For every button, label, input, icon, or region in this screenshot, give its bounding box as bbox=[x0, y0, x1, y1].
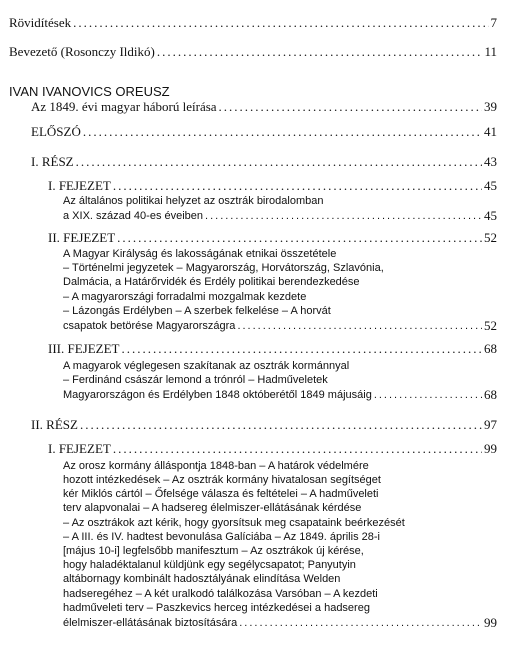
toc-entry-book-title[interactable] bbox=[31, 100, 497, 113]
toc-entry-label: II. RÉSZ bbox=[31, 417, 78, 432]
toc-page-number: 52 bbox=[484, 318, 497, 333]
toc-page-number: 43 bbox=[484, 154, 497, 169]
dot-leader bbox=[83, 125, 482, 138]
toc-entry-label: I. FEJEZET bbox=[48, 178, 111, 193]
dot-leader bbox=[80, 418, 482, 431]
toc-page-number: 97 bbox=[484, 417, 497, 432]
toc-entry-label: csapatok betörése Magyarországra bbox=[63, 320, 236, 332]
dot-leader bbox=[205, 211, 482, 222]
toc-entry-label: Magyarországon és Erdélyben 1848 októberétől 1849 májusáig bbox=[63, 389, 372, 401]
chapter-summary-line: terv alapvonalai – A hadsereg élelmiszer-ellátásának kérdése bbox=[63, 502, 362, 514]
toc-page-number: 68 bbox=[484, 387, 497, 402]
toc-entry-part1-chapter-2[interactable] bbox=[48, 231, 497, 244]
chapter-summary-line: hozott intézkedések – Az osztrák kormány hivatalosan segítséget bbox=[63, 474, 381, 486]
chapter-summary-line: Az általános politikai helyzet az osztrák birodalomban bbox=[63, 195, 324, 207]
dot-leader bbox=[76, 155, 482, 168]
toc-entry-label: I. FEJEZET bbox=[48, 441, 111, 456]
toc-entry-label: ELŐSZÓ bbox=[31, 124, 81, 139]
toc-entry-label: Az 1849. évi magyar háború leírása bbox=[31, 99, 217, 114]
chapter-summary-last-line[interactable] bbox=[63, 319, 497, 332]
toc-page-number: 7 bbox=[490, 15, 497, 30]
dot-leader bbox=[239, 618, 482, 629]
toc-entry-label: II. FEJEZET bbox=[48, 230, 116, 245]
toc-entry-bevezeto[interactable] bbox=[9, 45, 497, 58]
chapter-summary-line: – A III. és IV. hadtest bevonulása Galíciába – Az 1849. április 28-i bbox=[63, 531, 380, 543]
chapter-summary-line: – Ferdinánd császár lemond a trónról – Hadműveletek bbox=[63, 374, 328, 386]
chapter-summary-line: hogy haladéktalanul küldjünk egy segélycsapatot; Panyutyin bbox=[63, 559, 356, 571]
dot-leader bbox=[113, 179, 482, 192]
chapter-summary-line: Az orosz kormány álláspontja 1848-ban – A határok védelmére bbox=[63, 460, 369, 472]
chapter-summary-line: [május 10-i] legfelsőbb manifesztum – Az osztrákok új kérése, bbox=[63, 545, 364, 557]
toc-entry-part2-chapter-1[interactable] bbox=[48, 442, 497, 455]
toc-page-number: 99 bbox=[484, 441, 497, 456]
chapter-summary-line: A Magyar Királyság és lakosságának etnikai összetétele bbox=[63, 248, 337, 260]
chapter-summary-line: – Lázongás Erdélyben – A szerbek felkelése – A horvát bbox=[63, 305, 331, 317]
toc-entry-part-1[interactable] bbox=[31, 155, 497, 168]
chapter-summary-line: – Történelmi jegyzetek – Magyarország, Horvátország, Szlavónia, bbox=[63, 262, 384, 274]
toc-entry-rovidites[interactable] bbox=[9, 16, 497, 29]
toc-entry-eloszo[interactable] bbox=[31, 125, 497, 138]
toc-entry-part1-chapter-1[interactable] bbox=[48, 179, 497, 192]
toc-entry-part1-chapter-3[interactable] bbox=[48, 342, 497, 355]
dot-leader bbox=[237, 321, 482, 332]
chapter-summary-last-line[interactable] bbox=[63, 616, 497, 629]
dot-leader bbox=[219, 100, 482, 113]
toc-entry-label: III. FEJEZET bbox=[48, 341, 120, 356]
toc-page-number: 41 bbox=[484, 124, 497, 139]
toc-page-number: 68 bbox=[484, 341, 497, 356]
toc-entry-label: élelmiszer-ellátásának biztosítására bbox=[63, 617, 238, 629]
author-name: IVAN IVANOVICS OREUSZ bbox=[9, 84, 170, 99]
dot-leader bbox=[117, 231, 482, 244]
toc-page-number: 99 bbox=[484, 615, 497, 630]
toc-page-number: 39 bbox=[484, 99, 497, 114]
chapter-summary-line: A magyarok véglegesen szakítanak az osztrák kormánnyal bbox=[63, 360, 350, 372]
toc-page-number: 11 bbox=[484, 44, 497, 59]
chapter-summary-line: – A magyarországi forradalmi mozgalmak kezdete bbox=[63, 291, 307, 303]
toc-page-number: 45 bbox=[484, 178, 497, 193]
toc-entry-part-2[interactable] bbox=[31, 418, 497, 431]
chapter-summary-line: – Az osztrákok azt kérik, hogy gyorsítsuk meg csapataink beérkezését bbox=[63, 517, 405, 529]
dot-leader bbox=[374, 390, 482, 401]
chapter-summary-last-line[interactable] bbox=[63, 388, 497, 401]
chapter-summary-last-line[interactable] bbox=[63, 209, 497, 222]
dot-leader bbox=[157, 45, 483, 58]
toc-page-number: 52 bbox=[484, 230, 497, 245]
toc-entry-label: Bevezető (Rosonczy Ildikó) bbox=[9, 44, 155, 59]
dot-leader bbox=[73, 16, 488, 29]
toc-entry-label: I. RÉSZ bbox=[31, 154, 74, 169]
chapter-summary-line: altábornagy kombinált hadosztályának elindítása Welden bbox=[63, 573, 341, 585]
chapter-summary-line: hadseregéhez – A két uralkodó találkozása Varsóban – A kezdeti bbox=[63, 588, 378, 600]
toc-entry-label: Rövidítések bbox=[9, 15, 72, 30]
chapter-summary-line: Dalmácia, a Határőrvidék és Erdély politikai berendezkedése bbox=[63, 276, 360, 288]
dot-leader bbox=[121, 342, 482, 355]
chapter-summary-line: kér Miklós cártól – Őfelsége válasza és feltételei – A hadműveleti bbox=[63, 488, 379, 500]
toc-entry-label: a XIX. század 40-es éveiben bbox=[63, 210, 204, 222]
dot-leader bbox=[113, 442, 482, 455]
chapter-summary-line: hadműveleti terv – Paszkevics herceg intézkedései a hadsereg bbox=[63, 602, 370, 614]
toc-page-number: 45 bbox=[484, 208, 497, 223]
